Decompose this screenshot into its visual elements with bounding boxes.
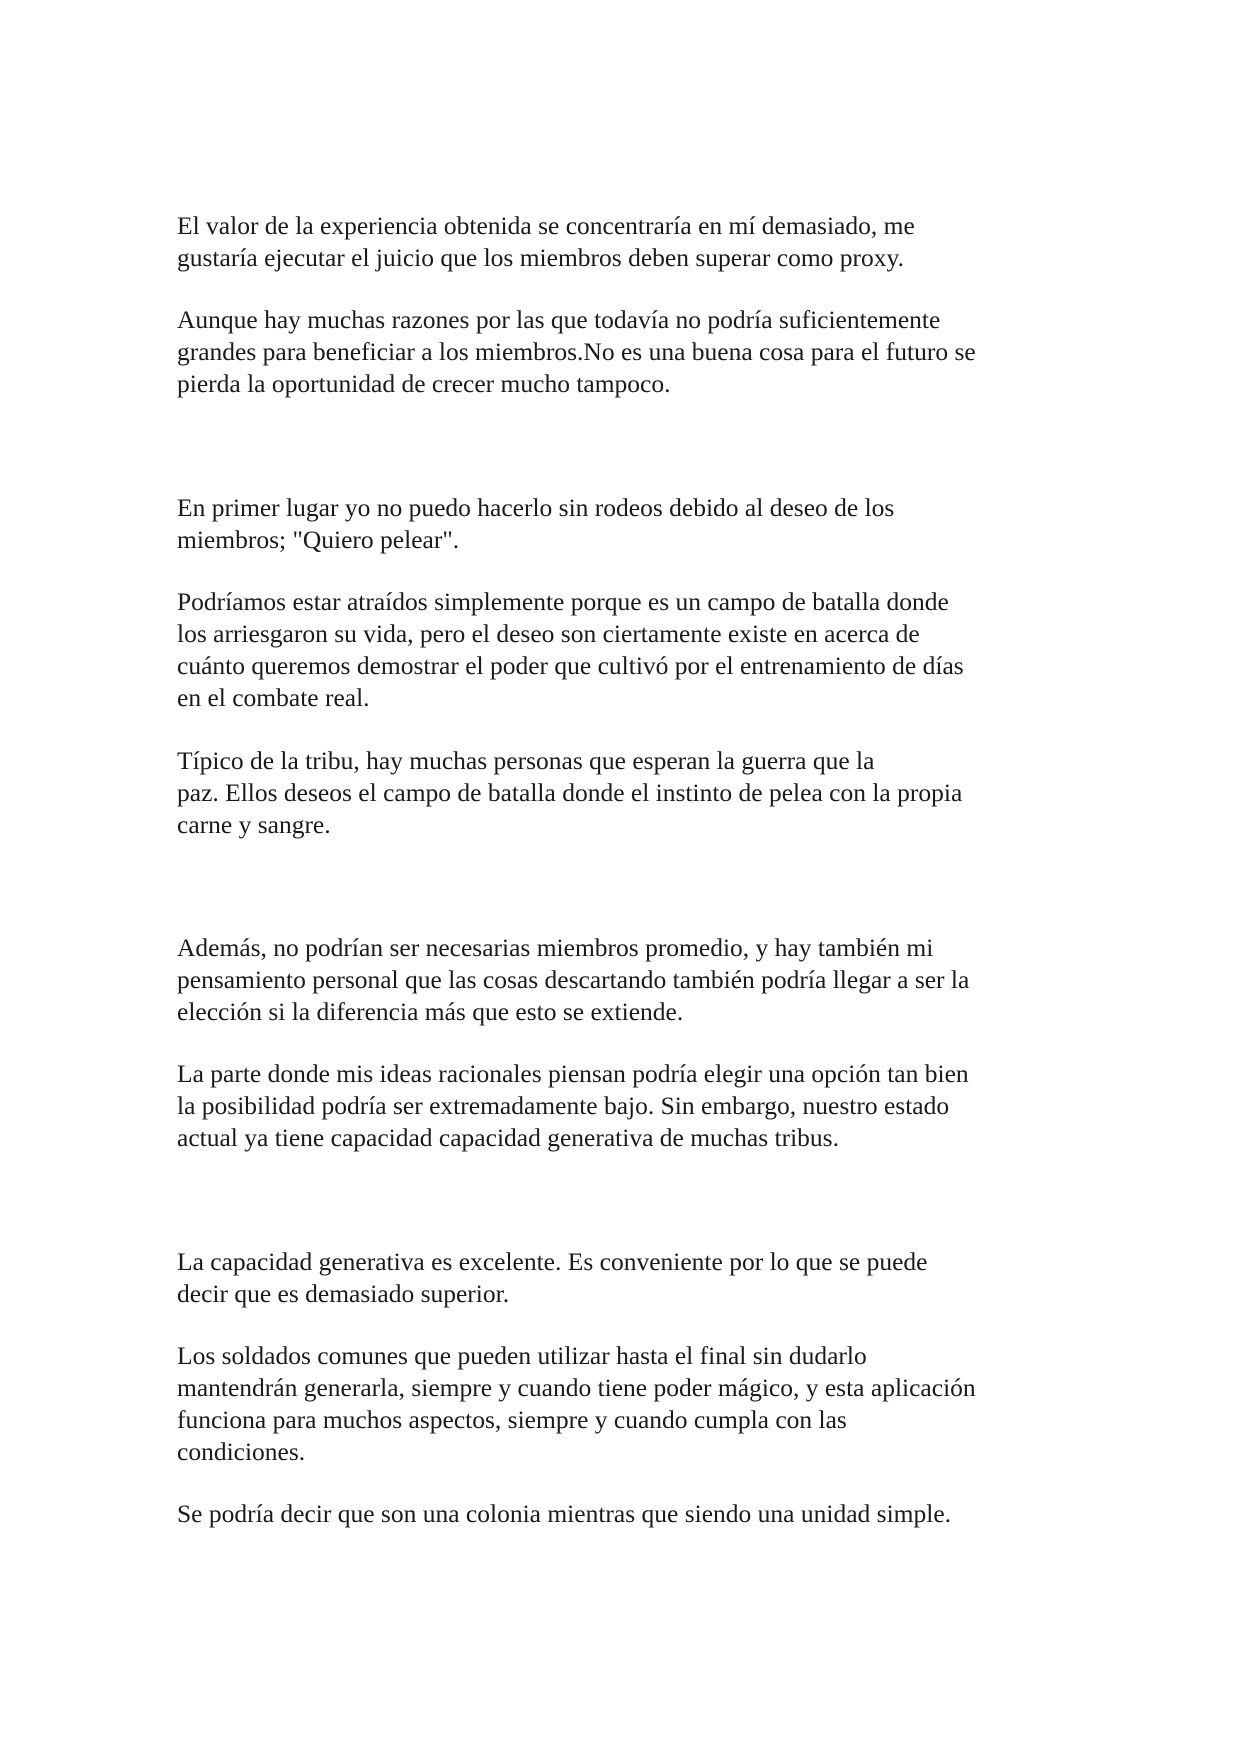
- text-line: decir que es demasiado superior.: [177, 1279, 510, 1308]
- text-line: gustaría ejecutar el juicio que los miembros deben superar como proxy.: [177, 243, 904, 272]
- text-line: Además, no podrían ser necesarias miembros promedio, y hay también mi: [177, 933, 934, 962]
- text-line: pierda la oportunidad de crecer mucho tampoco.: [177, 369, 671, 398]
- text-line: Aunque hay muchas razones por las que todavía no podría suficientemente: [177, 305, 941, 334]
- text-line: Podríamos estar atraídos simplemente porque es un campo de batalla donde: [177, 587, 949, 616]
- text-line: carne y sangre.: [177, 810, 331, 839]
- text-line: Típico de la tribu, hay muchas personas que esperan la guerra que la: [177, 746, 875, 775]
- text-line: pensamiento personal que las cosas descartando también podría llegar a ser la: [177, 965, 970, 994]
- text-line: la posibilidad podría ser extremadamente bajo. Sin embargo, nuestro estado: [177, 1091, 950, 1120]
- text-line: paz. Ellos deseos el campo de batalla donde el instinto de pelea con la propia: [177, 778, 963, 807]
- text-line: mantendrán generarla, siempre y cuando tiene poder mágico, y esta aplicación: [177, 1373, 976, 1402]
- text-line: elección si la diferencia más que esto se extiende.: [177, 997, 684, 1026]
- text-line: grandes para beneficiar a los miembros.No es una buena cosa para el futuro se: [177, 337, 976, 366]
- text-line: El valor de la experiencia obtenida se concentraría en mí demasiado, me: [177, 211, 915, 240]
- text-line: cuánto queremos demostrar el poder que cultivó por el entrenamiento de días: [177, 651, 964, 680]
- text-line: funciona para muchos aspectos, siempre y cuando cumpla con las: [177, 1405, 847, 1434]
- text-line: En primer lugar yo no puedo hacerlo sin rodeos debido al deseo de los: [177, 493, 895, 522]
- text-line: los arriesgaron su vida, pero el deseo son ciertamente existe en acerca de: [177, 619, 920, 648]
- text-line: La capacidad generativa es excelente. Es conveniente por lo que se puede: [177, 1247, 928, 1276]
- text-line: actual ya tiene capacidad capacidad generativa de muchas tribus.: [177, 1123, 839, 1152]
- text-line: Se podría decir que son una colonia mientras que siendo una unidad simple.: [177, 1499, 952, 1528]
- text-line: miembros; "Quiero pelear".: [177, 525, 460, 554]
- text-line: La parte donde mis ideas racionales piensan podría elegir una opción tan bien: [177, 1059, 969, 1088]
- text-line: Los soldados comunes que pueden utilizar hasta el final sin dudarlo: [177, 1341, 867, 1370]
- text-line: en el combate real.: [177, 683, 370, 712]
- text-line: condiciones.: [177, 1437, 306, 1466]
